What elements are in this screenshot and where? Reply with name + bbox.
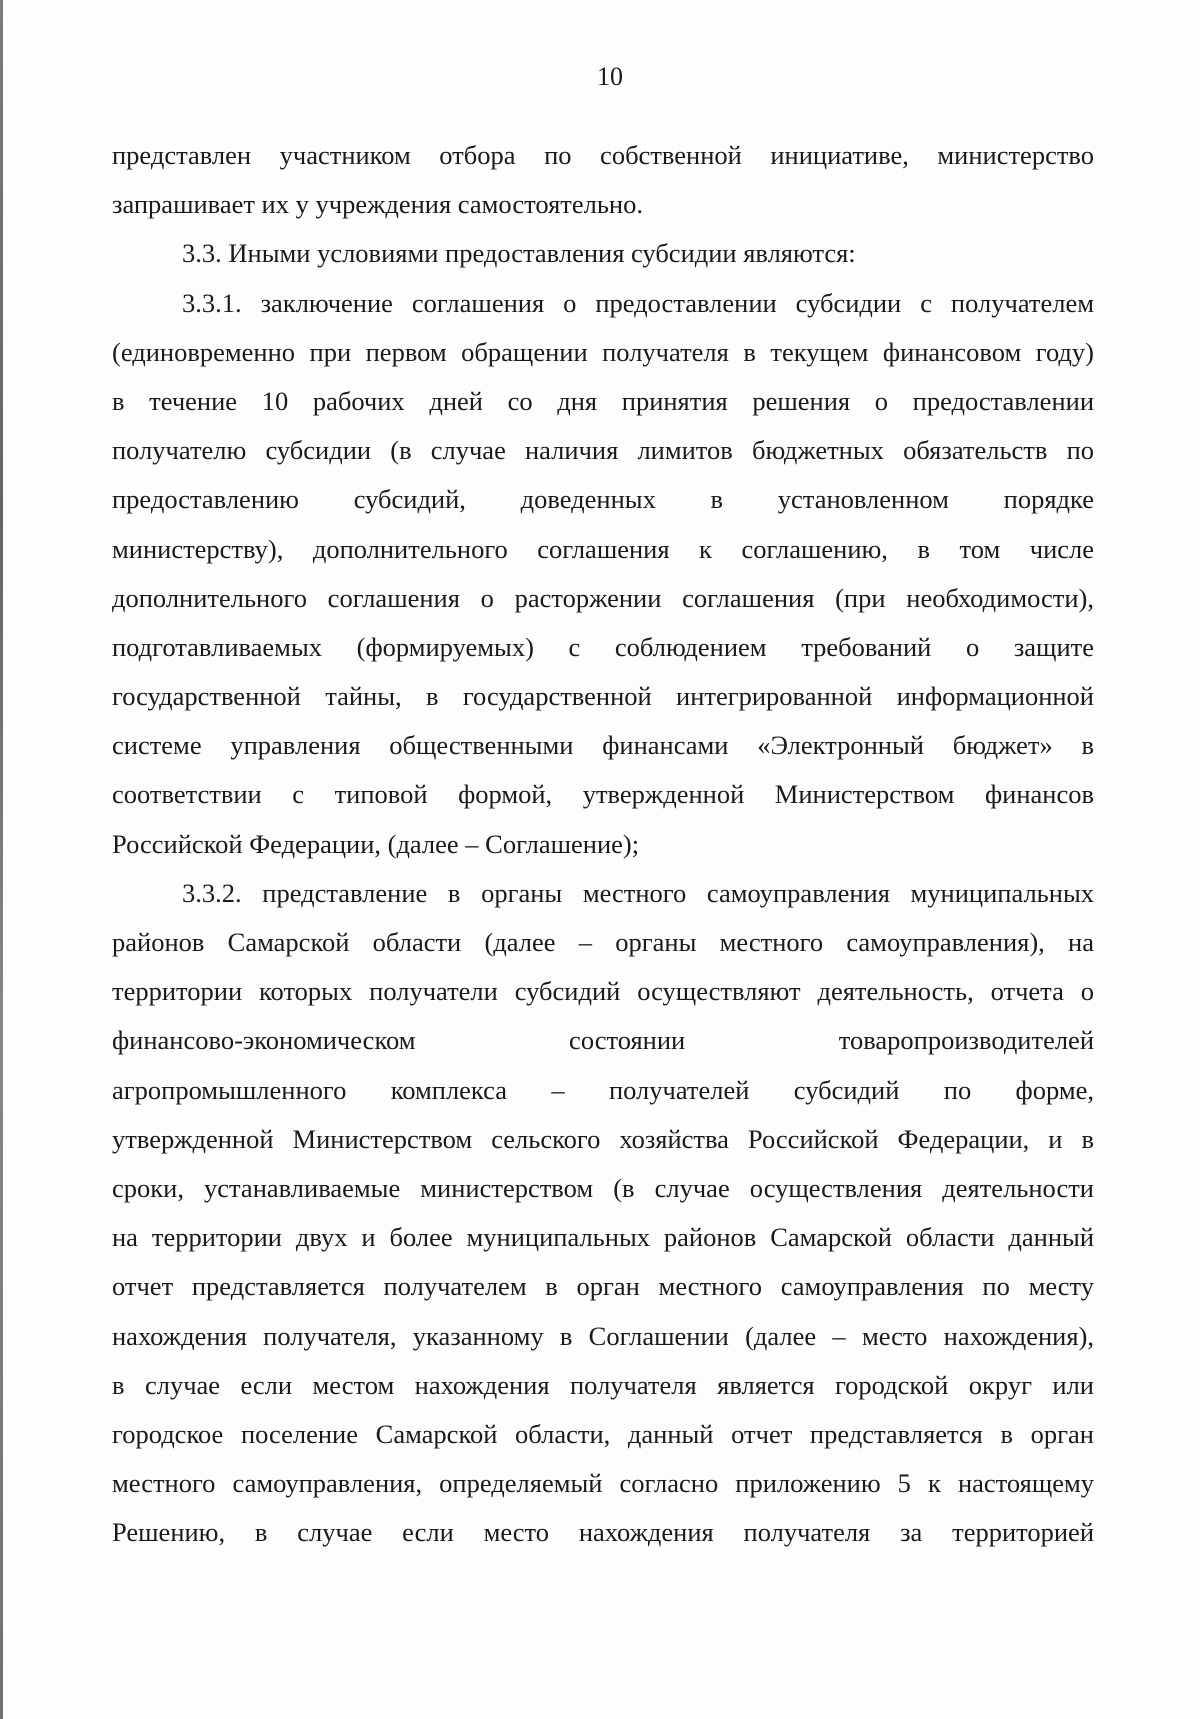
text-line: финансово-экономическом состоянии товаропроизводителей [112, 1025, 1094, 1056]
text-line: в течение 10 рабочих дней со дня принятия решения о предоставлении [112, 385, 1094, 416]
text-line: агропромышленного комплекса – получателей субсидий по форме, [112, 1074, 1094, 1105]
text-line: государственной тайны, в государственной интегрированной информационной [112, 681, 1094, 712]
text-line: утвержденной Министерством сельского хозяйства Российской Федерации, и в [112, 1123, 1094, 1154]
text-line: подготавливаемых (формируемых) с соблюдением требований о защите [112, 631, 1094, 662]
text-line: 3.3. Иными условиями предоставления субсидии являются: [182, 238, 856, 269]
scan-edge-mark [0, 0, 3, 1719]
text-line: сроки, устанавливаемые министерством (в случае осуществления деятельности [112, 1172, 1094, 1203]
text-line: министерству), дополнительного соглашения к соглашению, в том числе [112, 533, 1094, 564]
text-line: системе управления общественными финансами «Электронный бюджет» в [112, 730, 1094, 761]
text-line: городское поселение Самарской области, данный отчет представляется в орган [112, 1418, 1094, 1449]
paragraph-p-3-3-1 [112, 279, 1094, 869]
page-number: 10 [597, 62, 623, 91]
text-line: предоставлению субсидий, доведенных в установленном порядке [112, 484, 1094, 515]
text-line: на территории двух и более муниципальных районов Самарской области данный [112, 1222, 1094, 1253]
text-line: в случае если местом нахождения получателя является городской округ или [112, 1369, 1094, 1400]
text-line: районов Самарской области (далее – органы местного самоуправления), на [112, 927, 1094, 957]
text-line: Российской Федерации, (далее – Соглашение); [112, 828, 640, 859]
text-line: соответствии с типовой формой, утвержденной Министерством финансов [112, 779, 1094, 810]
text-line: территории которых получатели субсидий осуществляют деятельность, отчета о [112, 976, 1094, 1007]
paragraph-p-3-3 [112, 229, 1094, 278]
text-line: местного самоуправления, определяемый согласно приложению 5 к настоящему [112, 1468, 1094, 1499]
paragraph-p-3-3-2 [112, 869, 1094, 1558]
text-line: Решению, в случае если место нахождения получателя за территорией [112, 1517, 1094, 1548]
document-body [112, 131, 1094, 1557]
text-line: 3.3.1. заключение соглашения о предоставлении субсидии с получателем [182, 287, 1094, 318]
text-line: дополнительного соглашения о расторжении соглашения (при необходимости), [112, 582, 1094, 613]
text-line: запрашивает их у учреждения самостоятельно. [112, 189, 643, 220]
text-line: 3.3.2. представление в органы местного самоуправления муниципальных [182, 877, 1094, 908]
text-line: (единовременно при первом обращении получателя в текущем финансовом году) [112, 336, 1094, 367]
text-line: нахождения получателя, указанному в Соглашении (далее – место нахождения), [112, 1320, 1094, 1351]
paragraph-continuation [112, 131, 1094, 229]
text-line: отчет представляется получателем в орган местного самоуправления по месту [112, 1271, 1094, 1302]
text-line: представлен участником отбора по собственной инициативе, министерство [112, 140, 1094, 170]
text-line: получателю субсидии (в случае наличия лимитов бюджетных обязательств по [112, 435, 1094, 466]
